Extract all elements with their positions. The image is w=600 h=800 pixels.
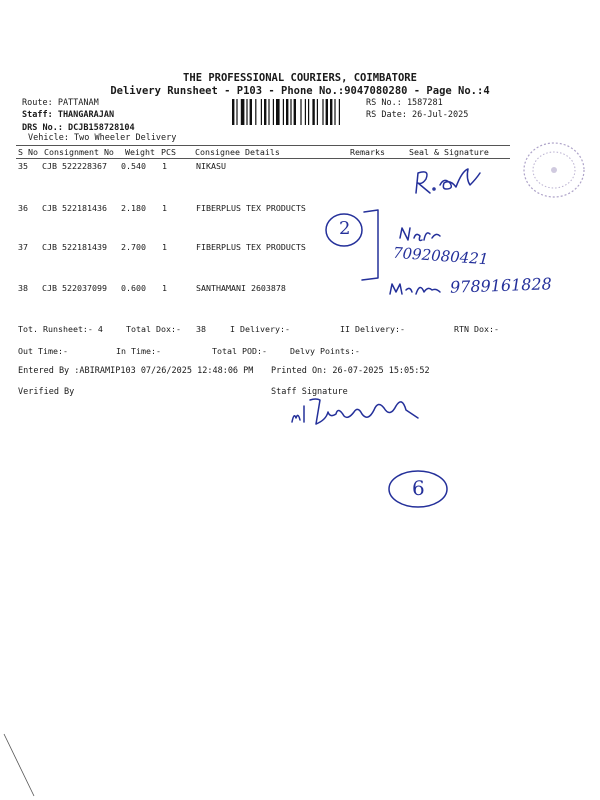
col-consignee: Consignee Details [195, 147, 280, 157]
row-consignee: NIKASU [196, 161, 226, 171]
row-pcs: 1 [162, 242, 167, 252]
entered-by: Entered By :ABIRAMIP103 07/26/2025 12:48:06 PM [18, 366, 254, 376]
row-pcs: 1 [162, 161, 167, 171]
col-remarks: Remarks [350, 147, 385, 157]
tot-runsheet: Tot. Runsheet:- 4 [18, 324, 103, 334]
total-dox: Total Dox:- [126, 324, 181, 334]
row-consignment: CJB 522181439 [42, 242, 107, 252]
verified-by: Verified By [18, 387, 75, 397]
circled-two-digit: 2 [339, 218, 351, 239]
table-row [0, 161, 600, 173]
col-weight: Weight [125, 147, 155, 157]
company-title: THE PROFESSIONAL COURIERS, COIMBATORE [183, 72, 417, 84]
signature-r-anand [410, 165, 490, 197]
row-weight: 2.180 [121, 203, 146, 213]
row-consignment: CJB 522228367 [42, 161, 107, 171]
col-pcs: PCS [161, 147, 176, 157]
printed-on: Printed On: 26-07-2025 15:05:52 [271, 366, 430, 376]
row-sno: 35 [18, 161, 28, 171]
circled-two-bracket [322, 200, 384, 290]
staff-label: Staff: THANGARAJAN [22, 110, 115, 120]
office-seal-stamp [518, 138, 588, 202]
totals-row [0, 324, 600, 336]
table-header-rule [16, 158, 510, 159]
row-weight: 0.540 [121, 161, 146, 171]
times-row [0, 346, 600, 358]
circled-six-digit: 6 [412, 476, 425, 500]
drs-label: DRS No.: DCJB158728104 [22, 123, 135, 133]
col-seal: Seal & Signature [409, 147, 489, 157]
ii-delivery: II Delivery:- [340, 324, 405, 334]
staff-signature-scribble [286, 392, 440, 428]
table-row [0, 203, 600, 215]
row-consignee: FIBERPLUS TEX PRODUCTS [196, 203, 306, 213]
in-time: In Time:- [116, 346, 161, 356]
rs-date: RS Date: 26-Jul-2025 [366, 110, 469, 120]
row-consignee: FIBERPLUS TEX PRODUCTS [196, 242, 306, 252]
handwritten-phone-1: 7092080421 [392, 243, 489, 269]
route-label: Route: PATTANAM [22, 98, 99, 108]
col-consignment: Consignment No [44, 147, 114, 157]
total-pod: Total POD:- [212, 346, 267, 356]
table-row [0, 242, 600, 254]
row-weight: 0.600 [121, 283, 146, 293]
row-pcs: 1 [162, 283, 167, 293]
staff-signature-label: Staff Signature [271, 387, 348, 397]
row-weight: 2.700 [121, 242, 146, 252]
row-sno: 36 [18, 203, 28, 213]
out-time: Out Time:- [18, 346, 68, 356]
scan-edge-line [0, 720, 40, 800]
table-top-rule [16, 145, 510, 146]
barcode [232, 99, 362, 125]
rs-number: RS No.: 1587281 [366, 98, 443, 108]
col-sno: S No [18, 147, 38, 157]
row-sno: 37 [18, 242, 28, 252]
delvy-points: Delvy Points:- [290, 346, 360, 356]
rtn-dox: RTN Dox:- [454, 324, 499, 334]
row-consignment: CJB 522181436 [42, 203, 107, 213]
row-sno: 38 [18, 283, 28, 293]
row-consignee: SANTHAMANI 2603878 [196, 283, 286, 293]
vehicle-label: Vehicle: Two Wheeler Delivery [28, 133, 177, 143]
row-pcs: 1 [162, 203, 167, 213]
total-dox-value: 38 [196, 324, 206, 334]
handwritten-phone-2: 9789161828 [449, 274, 553, 297]
handwritten-initials [386, 278, 444, 300]
row-consignment: CJB 522037099 [42, 283, 107, 293]
i-delivery: I Delivery:- [230, 324, 290, 334]
runsheet-title: Delivery Runsheet - P103 - Phone No.:9047080280 - Page No.:4 [110, 85, 490, 97]
